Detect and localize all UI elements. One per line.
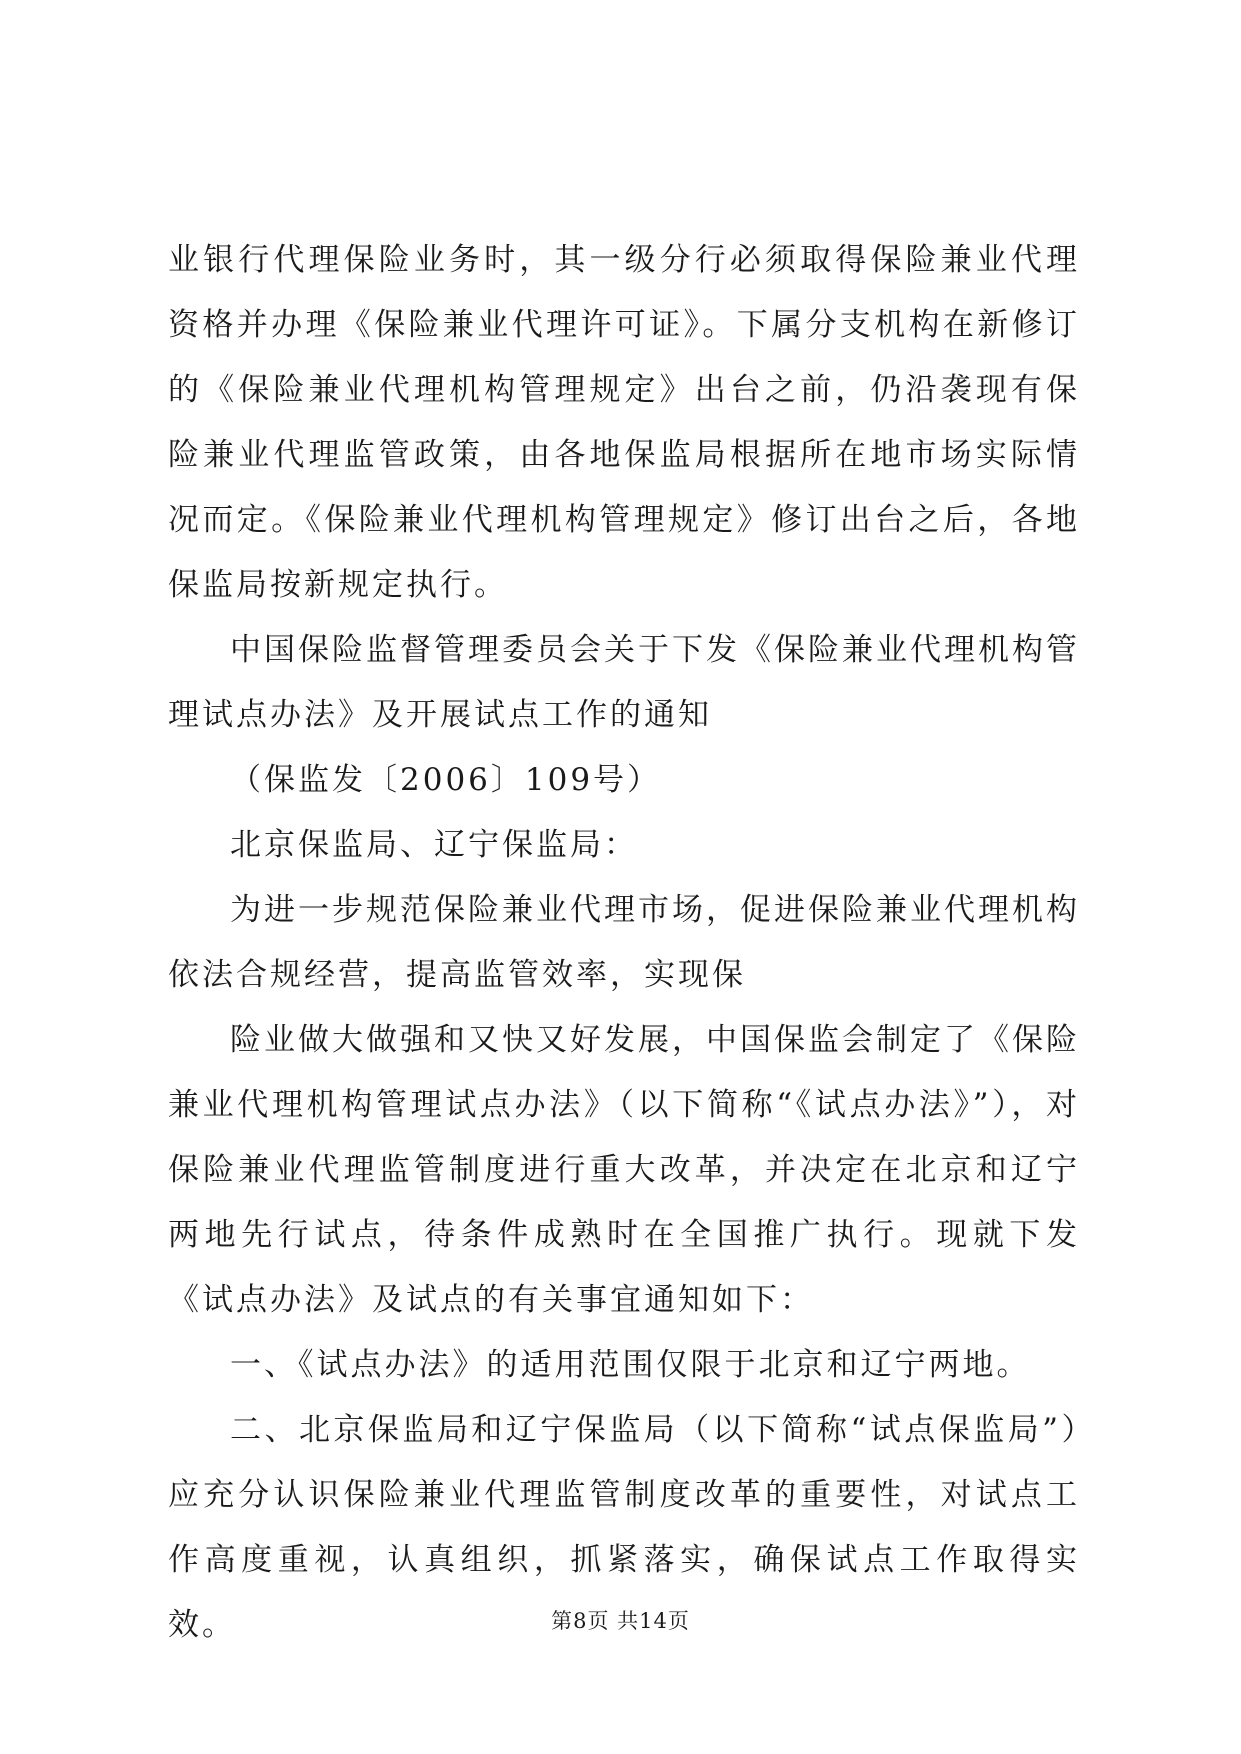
item-two: 二、北京保监局和辽宁保监局（以下简称“试点保监局”）应充分认识保险兼业代理监管制度改革的重要性，对试点工作高度重视，认真组织，抓紧落实，确保试点工作取得实效。 xyxy=(168,1412,1080,1643)
paragraph-purpose: 为进一步规范保险兼业代理市场，促进保险兼业代理机构依法合规经营，提高监管效率，实现保 xyxy=(168,892,1080,993)
addressee: 北京保监局、辽宁保监局： xyxy=(230,827,638,863)
paragraph-continuation: 业银行代理保险业务时，其一级分行必须取得保险兼业代理资格并办理《保险兼业代理许可证》。下属分支机构在新修订的《保险兼业代理机构管理规定》出台之前，仍沿袭现有保险兼业代理监管政策，由各地保监局根据所在地市场实际情况而定。《保险兼业代理机构管理规定》修订出台之后，各地保监局按新规定执行。 xyxy=(168,242,1080,603)
document-number: （保监发〔2006〕109号） xyxy=(230,762,662,798)
paragraph-purpose-continued: 险业做大做强和又快又好发展，中国保监会制定了《保险兼业代理机构管理试点办法》（以下简称“《试点办法》”），对保险兼业代理监管制度进行重大改革，并决定在北京和辽宁两地先行试点，待条件成熟时在全国推广执行。现就下发《试点办法》及试点的有关事宜通知如下： xyxy=(168,1022,1080,1318)
document-body xyxy=(168,228,1080,1658)
page-number-footer: 第8页 共14页 xyxy=(551,1609,690,1633)
item-one: 一、《试点办法》的适用范围仅限于北京和辽宁两地。 xyxy=(230,1347,1031,1383)
notice-title: 中国保险监督管理委员会关于下发《保险兼业代理机构管理试点办法》及开展试点工作的通知 xyxy=(168,632,1080,733)
